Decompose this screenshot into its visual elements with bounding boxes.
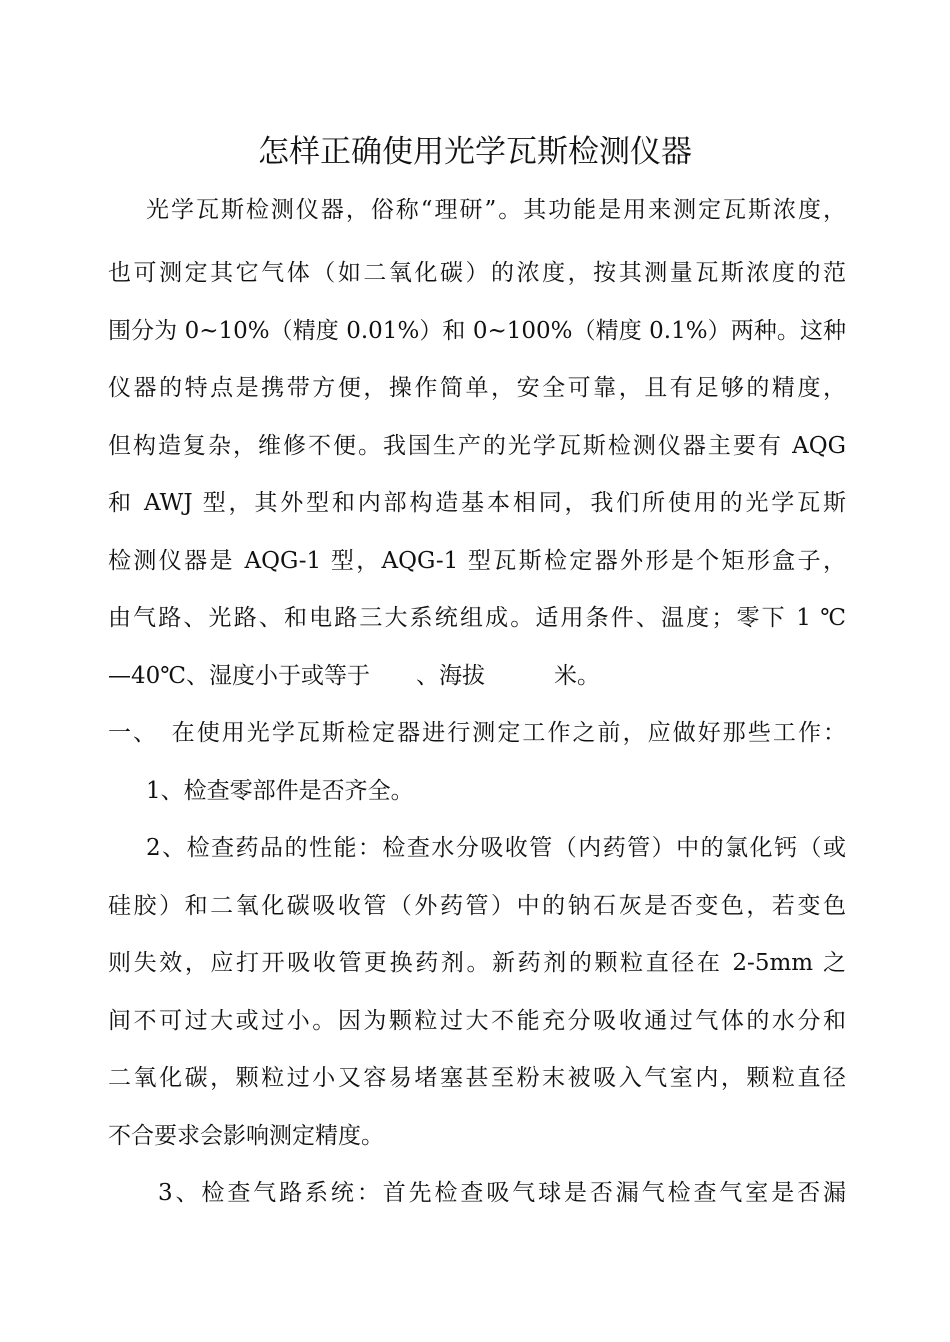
paragraph-line: 硅胶）和二氧化碳吸收管（外药管）中的钠石灰是否变色，若变色 — [108, 893, 846, 919]
paragraph-line: 二氧化碳，颗粒过小又容易堵塞甚至粉末被吸入气室内，颗粒直径 — [108, 1065, 846, 1091]
list-item: 3、检查气路系统：首先检查吸气球是否漏气检查气室是否漏 — [158, 1180, 846, 1206]
paragraph-line: 围分为 0~10%（精度 0.01%）和 0~100%（精度 0.1%）两种。这种 — [108, 318, 846, 344]
paragraph-line: 检测仪器是 AQG-1 型，AQG-1 型瓦斯检定器外形是个矩形盒子， — [108, 548, 846, 574]
document-title: 怎样正确使用光学瓦斯检测仪器 — [258, 134, 692, 170]
paragraph-line: 也可测定其它气体（如二氧化碳）的浓度，按其测量瓦斯浓度的范 — [108, 260, 846, 286]
paragraph-line: 不合要求会影响测定精度。 — [108, 1123, 384, 1149]
paragraph-line: —40℃、湿度小于或等于 、海拔 米。 — [108, 663, 600, 689]
section-heading: 一、 在使用光学瓦斯检定器进行测定工作之前，应做好那些工作： — [108, 720, 846, 746]
list-item: 2、检查药品的性能：检查水分吸收管（内药管）中的氯化钙（或 — [146, 835, 846, 861]
paragraph-line: 但构造复杂，维修不便。我国生产的光学瓦斯检测仪器主要有 AQG — [108, 433, 846, 459]
paragraph-line: 间不可过大或过小。因为颗粒过大不能充分吸收通过气体的水分和 — [108, 1008, 846, 1034]
paragraph-line: 仪器的特点是携带方便，操作简单，安全可靠，且有足够的精度， — [108, 375, 846, 401]
paragraph-line: 光学瓦斯检测仪器，俗称“理研”。其功能是用来测定瓦斯浓度， — [146, 197, 846, 223]
list-item: 1、检查零部件是否齐全。 — [146, 778, 414, 804]
paragraph-line: 由气路、光路、和电路三大系统组成。适用条件、温度；零下 1 ℃ — [108, 605, 846, 631]
paragraph-line: 则失效，应打开吸收管更换药剂。新药剂的颗粒直径在 2-5mm 之 — [108, 950, 846, 976]
paragraph-line: 和 AWJ 型，其外型和内部构造基本相同，我们所使用的光学瓦斯 — [108, 490, 846, 516]
